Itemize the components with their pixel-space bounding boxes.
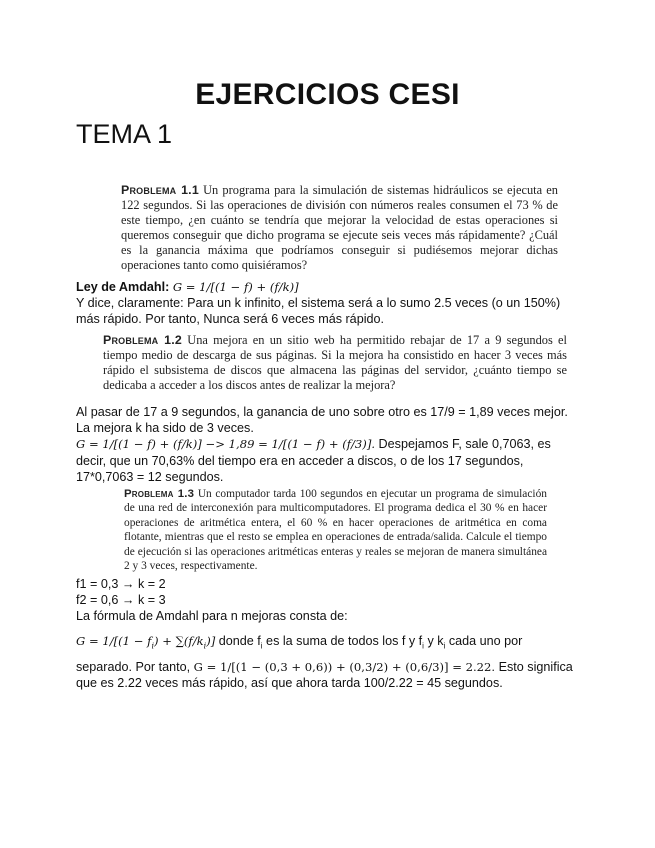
formula-sub: i [151,641,154,651]
section-title: TEMA 1 [76,119,173,149]
problem-1-1 [121,183,558,274]
answer-3-conclusion [76,659,581,691]
desc-part: cada uno por [445,634,523,648]
conclusion-part: Esto significa que es 2.22 veces más rápido, así que ahora tarda 100/2.22 = 45 segundos. [76,660,573,691]
answer-2-formula: G = 1/[(1 − f) + (f/k)] −> 1,89 = 1/[(1 − f) + (f/3)]. [76,437,376,452]
desc-part: donde f [218,634,261,648]
answer-2-tail: Despejamos F, sale 0,7063, es decir, que un 70,63% del tiempo era en acceder a discos, o de los 17 segundos, 17*0,7063 = 12 segundos. [76,437,551,484]
f1-line: f1 = 0,3 → k = 2 [76,577,166,591]
document-title: EJERCICIOS CESI [195,78,460,111]
amdahl-law-formula: G = 1/[(1 − f) + (f/k)] [172,280,299,294]
formula-part: G = 1/[(1 − f [76,634,152,648]
problem-heading: Problema 1.3 [124,488,195,500]
answer-1 [76,279,576,328]
formula-part: )] [206,634,216,648]
desc-sub: i [422,641,424,651]
answer-2 [76,404,580,485]
problem-text: Un computador tarda 100 segundos en ejecutar un programa de simulación de una red de interconexión para multicomputadores. El programa dedica el 30 % en hacer operaciones de aritmética entera, el 60 % en hacer operaciones de aritmética en coma flotante, mientras que el resto se emplea en operaciones de entrada/salida. Calcule el tiempo de ejecución si las operaciones aritméticas enteras y reales se mejoran de manera simultánea 2 y 3 veces, respectivamente. [124,488,547,573]
desc-sub: i [443,641,446,651]
intro-line: La fórmula de Amdahl para n mejoras consta de: [76,609,348,624]
answer-1-text: Y dice, claramente: Para un k infinito, el sistema será a lo sumo 2.5 veces (o un 150%) más rápido. Por tanto, Nunca será 6 veces más rápido. [76,296,561,327]
conclusion-part: separado. Por tanto, [76,660,194,674]
answer-2-line-2 [76,436,580,485]
answer-3 [76,576,576,625]
problem-text: Una mejora en un sitio web ha permitido rebajar de 17 a 9 segundos el tiempo medio de descarga de sus páginas. Si la mejora ha consistido en hacer 3 veces más rápido el subsistema de discos que almacena las páginas del servidor, ¿cuánto tiempo se dedicaba a acceder a los discos antes de realizar la mejora? [103,333,567,393]
problem-heading: Problema 1.1 [121,183,199,197]
formula-part: ) + ∑(f/k [154,634,204,648]
problem-1-2 [103,333,567,393]
problem-text: Un programa para la simulación de sistemas hidráulicos se ejecuta en 122 segundos. Si las operaciones de división con números reales consumen el 73 % de este tiempo, ¿en cuánto se tendría que mejorar la velocidad de estas operaciones si queremos conseguir que dicho programa se ejecute seis veces más rápidamente? ¿Cuál es la ganancia máxima que podríamos conseguir si pudiésemos mejorar dichas operaciones tanto como quisiéramos? [121,183,558,273]
answer-2-line-1: Al pasar de 17 a 9 segundos, la ganancia de uno sobre otro es 17/9 = 1,89 veces mejor. La mejora k ha sido de 3 veces. [76,405,568,436]
problem-1-3 [124,487,547,573]
desc-part: es la suma de todos los f y f [262,634,423,648]
amdahl-law-label: Ley de Amdahl [76,280,166,294]
calculation-formula: G = 1/[(1 − (0,3 + 0,6)) + (0,3/2) + (0,6/3)] = 2.22. [193,660,496,674]
f2-line: f2 = 0,6 → k = 3 [76,593,166,608]
problem-heading: Problema 1.2 [103,333,182,347]
answer-3-formula-line [76,633,576,655]
formula-desc [218,634,523,651]
formula-sub: i [203,641,207,651]
desc-part: y k [423,634,444,648]
amdahl-law-line: Ley de Amdahl: G = 1/[(1 − f) + (f/k)] [76,280,299,294]
desc-sub: i [260,641,263,651]
